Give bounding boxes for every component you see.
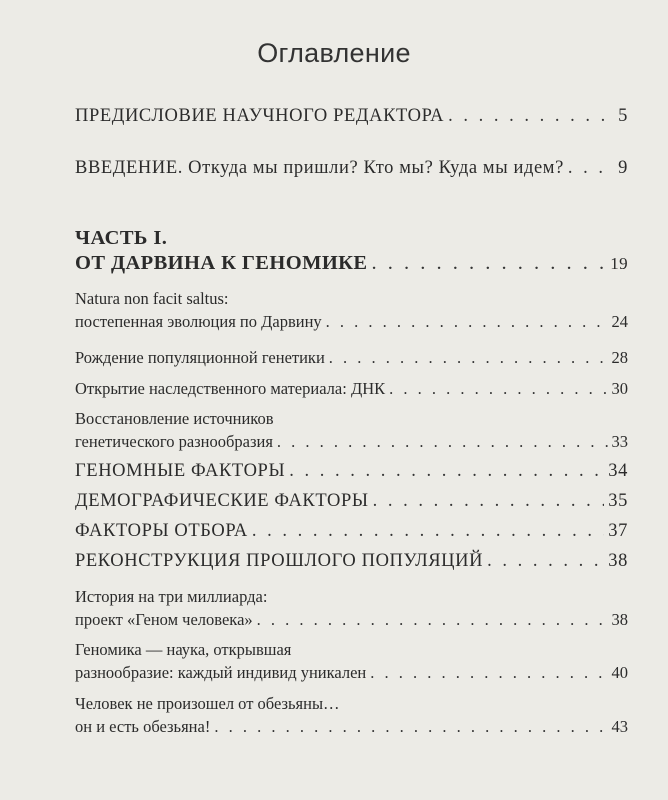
toc-entry-title: ДЕМОГРАФИЧЕСКИЕ ФАКТОРЫ <box>75 491 369 511</box>
toc-entry[interactable] <box>75 551 628 572</box>
toc-entry-title: Восстановление источников <box>75 409 274 428</box>
toc-entry[interactable] <box>75 694 628 737</box>
toc-page-number: 35 <box>608 491 628 511</box>
toc-entry[interactable] <box>75 379 628 399</box>
toc-page-number: 33 <box>611 432 628 451</box>
toc-entry[interactable] <box>75 158 628 179</box>
toc-entry[interactable] <box>75 640 628 683</box>
toc-entry-title: Открытие наследственного материала: ДНК <box>75 379 386 398</box>
toc-page-number: 9 <box>618 158 628 178</box>
leader-dots <box>487 551 604 572</box>
leader-dots <box>289 461 604 482</box>
toc-entry-title: ОТ ДАРВИНА К ГЕНОМИКЕ <box>75 252 368 274</box>
toc-entry-title: Рождение популяционной генетики <box>75 348 325 367</box>
toc-entry-title-cont: он и есть обезьяна! <box>75 717 211 736</box>
toc-entry[interactable] <box>75 106 628 127</box>
toc-page-number: 40 <box>611 663 628 682</box>
toc-entry-title: Natura non facit saltus: <box>75 289 229 308</box>
toc-page-number: 38 <box>608 551 628 571</box>
toc-entry-title-cont: генетического разнообразия <box>75 432 273 451</box>
toc-page-number: 37 <box>608 521 628 541</box>
toc-entry-title: РЕКОНСТРУКЦИЯ ПРОШЛОГО ПОПУЛЯЦИЙ <box>75 551 484 571</box>
toc-entry[interactable] <box>75 521 628 542</box>
toc-entry[interactable] <box>75 409 628 452</box>
toc-entry-title-cont: разнообразие: каждый индивид уникален <box>75 663 367 682</box>
leader-dots <box>373 491 605 512</box>
toc-page-number: 34 <box>608 461 628 481</box>
leader-dots <box>326 312 608 332</box>
toc-entry-title: Человек не произошел от обезьяны… <box>75 694 340 713</box>
leader-dots <box>252 521 604 542</box>
toc-page-number: 5 <box>618 106 628 126</box>
toc-entry[interactable] <box>75 289 628 332</box>
toc-entry-title: ГЕНОМНЫЕ ФАКТОРЫ <box>75 461 286 481</box>
toc-part-label: ЧАСТЬ I. <box>75 227 168 249</box>
toc-entry-title: ПРЕДИСЛОВИЕ НАУЧНОГО РЕДАКТОРА <box>75 106 445 126</box>
toc-page-number: 38 <box>611 610 628 629</box>
toc-page-number: 30 <box>611 379 628 398</box>
leader-dots <box>370 663 607 683</box>
leader-dots <box>214 717 607 737</box>
toc-entry-title: История на три миллиарда: <box>75 587 268 606</box>
leader-dots <box>257 610 608 630</box>
toc-entry[interactable] <box>75 348 628 368</box>
leader-dots <box>329 348 608 368</box>
toc-entry[interactable] <box>75 587 628 630</box>
leader-dots <box>448 106 614 127</box>
toc-entry-title-cont: постепенная эволюция по Дарвину <box>75 312 322 331</box>
toc-entry-title: ВВЕДЕНИЕ. Откуда мы пришли? Кто мы? Куда мы идем? <box>75 158 564 178</box>
toc-entry[interactable] <box>75 461 628 482</box>
toc-entry-title-cont: проект «Геном человека» <box>75 610 253 629</box>
toc-entry[interactable] <box>75 491 628 512</box>
leader-dots <box>389 379 607 399</box>
toc-page-number: 24 <box>611 312 628 331</box>
toc-heading: Оглавление <box>257 38 411 68</box>
toc-part-entry[interactable] <box>75 227 628 275</box>
leader-dots <box>277 432 608 452</box>
toc-page-number: 19 <box>610 254 628 273</box>
toc-entry-title: ФАКТОРЫ ОТБОРА <box>75 521 248 541</box>
leader-dots <box>372 252 607 275</box>
toc-entry-title: Геномика — наука, открывшая <box>75 640 292 659</box>
leader-dots <box>568 158 614 179</box>
toc-page-number: 43 <box>611 717 628 736</box>
toc-page-number: 28 <box>611 348 628 367</box>
